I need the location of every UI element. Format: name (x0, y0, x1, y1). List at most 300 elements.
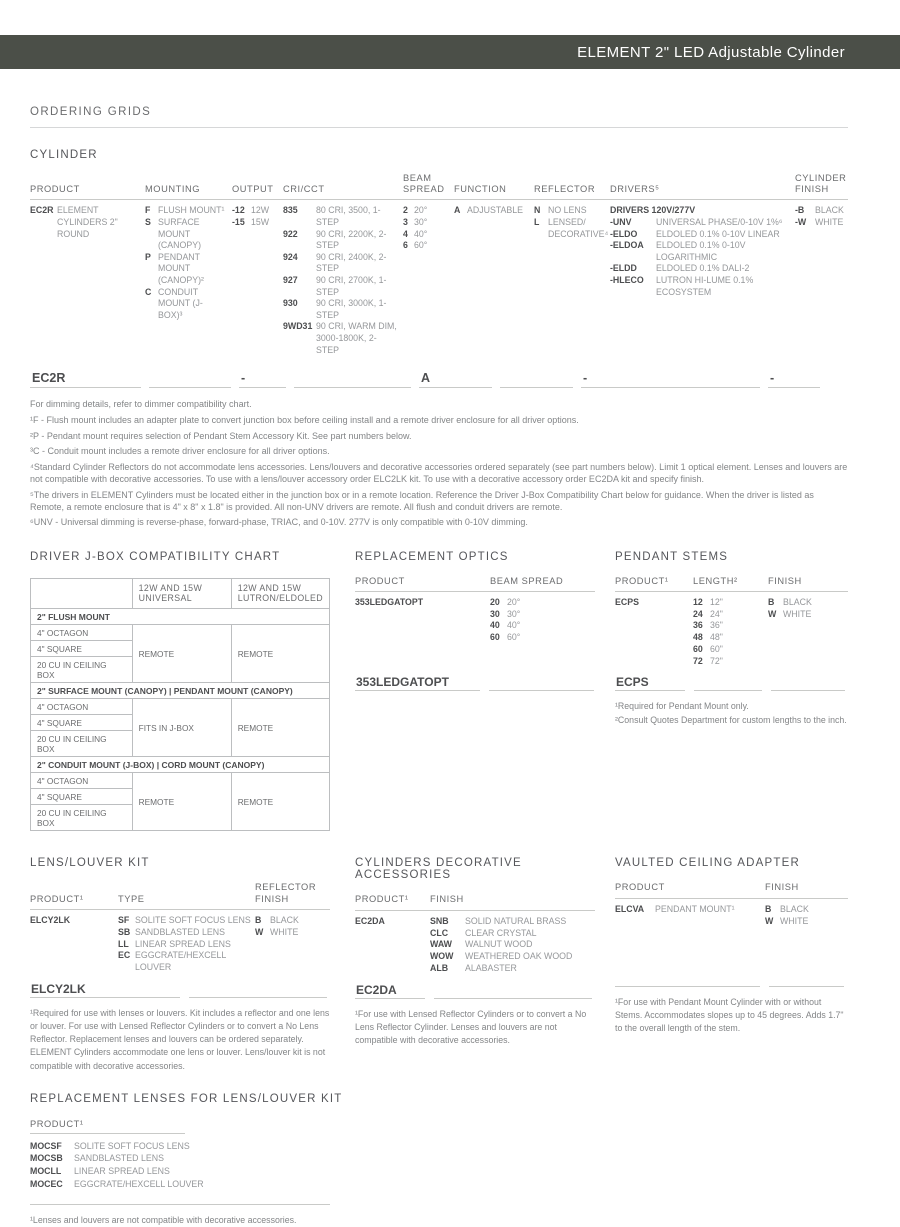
option-label: UNIVERSAL PHASE/0-10V 1%⁶ (656, 216, 783, 227)
col-header-cylinder-finish: CYLINDER FINISH (795, 173, 847, 195)
order-blank-product: EC2R (30, 371, 141, 388)
cri-option (283, 229, 398, 252)
option-code: 24 (693, 608, 703, 619)
col-header-product: PRODUCT¹ (30, 1119, 185, 1134)
col-header-product: PRODUCT (355, 575, 405, 586)
jbox-row-label: 4" SQUARE (31, 789, 133, 805)
stems-footnotes (615, 700, 848, 727)
option-label: SURFACE MOUNT (CANOPY) (158, 216, 202, 251)
footnote-1: ¹F - Flush mount includes an adapter plate to convert junction box before ceiling install and a remote driver enclosure for all driver options. (30, 414, 579, 425)
jbox-value: FITS IN J-BOX (132, 699, 231, 757)
finish-option (255, 927, 326, 939)
cri-option (283, 298, 398, 321)
jbox-header-row (31, 578, 330, 609)
option-code: 72 (693, 656, 703, 667)
option-code: -HLECO (610, 274, 644, 285)
order-blank (189, 982, 327, 998)
cylinder-heading: CYLINDER (30, 149, 98, 161)
option-label: LINEAR SPREAD LENS (135, 938, 231, 949)
length-option (693, 632, 764, 644)
jbox-row-label: 20 CU IN CEILING BOX (31, 657, 133, 683)
lens-kit-order-row (30, 982, 330, 998)
option-code: EC2DA (355, 915, 385, 926)
vaulted-ceiling-adapter-section (615, 857, 848, 1072)
option-label: 90 CRI, WARM DIM, 3000-1800K, 2-STEP (316, 321, 397, 355)
driver-option (610, 240, 790, 263)
function-column (454, 205, 534, 356)
option-label: WHITE (815, 216, 844, 227)
option-code: 922 (283, 228, 298, 239)
option-code: 353LEDGATOPT (355, 596, 424, 607)
band-two (30, 551, 848, 832)
decorative-body (355, 916, 595, 977)
option-code: ECPS (615, 596, 639, 607)
col-header-drivers: DRIVERS⁵ (610, 184, 660, 195)
product-column (30, 205, 145, 356)
option-code: S (145, 216, 151, 227)
option-label: ADJUSTABLE (467, 205, 524, 216)
option-code: N (534, 205, 541, 216)
option-code: -UNV (610, 216, 632, 227)
order-code: ELCY2LK (30, 982, 180, 998)
jbox-empty-header (31, 578, 133, 609)
finish-option (255, 915, 326, 927)
optics-body (355, 597, 595, 669)
jbox-value: REMOTE (231, 625, 329, 683)
replacement-optics-section (355, 551, 595, 832)
option-label: ELDOLED 0.1% 0-10V LINEAR (656, 228, 780, 239)
finish-option (795, 217, 843, 229)
jbox-row-label: 4" SQUARE (31, 715, 133, 731)
option-code: 36 (693, 620, 703, 631)
stems-body (615, 597, 848, 669)
jbox-row-label: 4" SQUARE (31, 641, 133, 657)
option-label: 15W (251, 216, 270, 227)
option-code: 927 (283, 274, 298, 285)
cri-cct-column (283, 205, 403, 356)
option-code: 3 (403, 216, 408, 227)
option-code: 12 (693, 596, 703, 607)
beam-spread-column (490, 597, 590, 669)
stems-order-row (615, 675, 848, 691)
option-label: 60" (710, 644, 723, 655)
option-label: 12" (710, 596, 723, 607)
cylinder-finish-column (795, 205, 848, 356)
option-code: SB (118, 926, 131, 937)
option-code: 20 (490, 596, 500, 607)
option-label: WHITE (783, 608, 812, 619)
finish-option (765, 904, 844, 916)
option-code: 60 (693, 644, 703, 655)
pendant-stems-section (615, 551, 848, 832)
mounting-column (145, 205, 232, 356)
ordering-grids-heading: ORDERING GRIDS (30, 106, 848, 128)
option-code: 835 (283, 205, 298, 216)
beam-spread-column (403, 205, 454, 356)
page-header-bar (0, 35, 900, 69)
jbox-col-universal: 12W AND 15W UNIVERSAL (132, 578, 231, 609)
output-option (232, 205, 278, 217)
option-code: LL (118, 938, 129, 949)
finish-option (765, 916, 844, 928)
type-option (118, 950, 251, 974)
vaulted-footnote: ¹For use with Pendant Mount Cylinder with or without Stems. Accommodates slopes up to 45 degrees. Adds 1.7" to the overall length of the stem. (615, 996, 844, 1033)
type-option (118, 915, 251, 927)
option-label: ELDOLED 0.1% 0-10V LOGARITHMIC (656, 240, 746, 262)
beam-option (403, 205, 449, 217)
order-blank-drivers: - (581, 371, 760, 388)
footnote-2: ²Consult Quotes Department for custom lengths to the inch. (615, 714, 847, 725)
page-title: ELEMENT 2" LED Adjustable Cylinder (577, 43, 845, 61)
option-label: EGGCRATE/HEXCELL LOUVER (135, 950, 226, 973)
option-label: EGGCRATE/HEXCELL LOUVER (74, 1178, 204, 1189)
finish-option (795, 205, 843, 217)
option-label: LUTRON HI-LUME 0.1% ECOSYSTEM (656, 274, 754, 297)
jbox-table (30, 578, 330, 832)
finish-column (255, 915, 330, 976)
mounting-option (145, 287, 227, 322)
lens-option (30, 1165, 848, 1178)
option-label: BLACK (780, 903, 809, 914)
option-label: 36" (710, 620, 723, 631)
length-option (693, 609, 764, 621)
option-label: BLACK (270, 914, 299, 925)
option-code: W (768, 608, 777, 619)
finish-option (430, 939, 591, 951)
order-blank-mounting (149, 371, 231, 388)
product-option (30, 205, 140, 240)
option-code: A (454, 205, 461, 216)
option-code: B (765, 903, 772, 914)
option-code: -B (795, 205, 805, 216)
output-column (232, 205, 283, 356)
option-label: 12W (251, 205, 270, 216)
col-header-finish: FINISH (765, 882, 799, 893)
order-blank-finish: - (768, 371, 820, 388)
decorative-accessories-heading: CYLINDERS DECORATIVE ACCESSORIES (355, 857, 522, 882)
option-label: BLACK (815, 205, 844, 216)
option-label: 24" (710, 608, 723, 619)
option-code: EC (118, 950, 131, 961)
option-code: MOCEC (30, 1178, 63, 1189)
option-code: MOCLL (30, 1166, 62, 1177)
table-row (31, 699, 330, 715)
finish-option (430, 916, 591, 928)
jbox-section-header: 2" SURFACE MOUNT (CANOPY) | PENDANT MOUNT (CANOPY) (31, 683, 330, 699)
driver-option (610, 229, 790, 241)
lens-kit-body (30, 915, 330, 976)
option-code: 930 (283, 298, 298, 309)
order-code: ECPS (615, 675, 685, 691)
option-label: 90 CRI, 2200K, 2-STEP (316, 228, 387, 251)
reflector-option (534, 205, 605, 217)
order-blank-reflector (500, 371, 573, 388)
reflector-option (534, 216, 609, 240)
cylinder-grid-header-row (30, 173, 848, 200)
table-row (31, 625, 330, 641)
beam-option (403, 217, 449, 229)
jbox-section-header: 2" FLUSH MOUNT (31, 609, 330, 625)
col-header-cri-cct: CRI/CCT (283, 184, 325, 195)
option-label: FLUSH MOUNT¹ (158, 205, 225, 216)
jbox-row-label: 4" OCTAGON (31, 625, 133, 641)
length-option (693, 597, 764, 609)
order-blank (771, 675, 845, 691)
order-blank (694, 675, 762, 691)
option-code: C (145, 286, 152, 297)
col-header-output: OUTPUT (232, 184, 274, 195)
option-label: WALNUT WOOD (465, 939, 533, 950)
option-label: 40° (507, 620, 521, 631)
col-header-beam-spread: BEAM SPREAD (490, 575, 564, 586)
mounting-option (145, 205, 227, 217)
replacement-lenses-footnote: ¹Lenses and louvers are not compatible with decorative accessories. (30, 1214, 297, 1225)
cylinder-footnotes (30, 414, 848, 529)
option-code: -15 (232, 216, 245, 227)
decorative-footnote: ¹For use with Lensed Reflector Cylinders or to convert a No Lens Reflector Cylinder. Lenses and louvers are not compatible with decorative accessories. (355, 1008, 587, 1045)
col-header-product: PRODUCT (615, 882, 665, 893)
option-label: 20° (507, 596, 521, 607)
option-label: LENSED/ DECORATIVE⁴ (548, 216, 609, 239)
length-option (693, 656, 764, 668)
beam-option (490, 632, 586, 644)
option-label: SOLID NATURAL BRASS (465, 915, 567, 926)
option-code: 4 (403, 228, 408, 239)
jbox-section-row (31, 683, 330, 699)
option-label: 60° (414, 240, 428, 251)
option-code: L (534, 216, 540, 227)
driver-option (610, 217, 790, 229)
finish-option (430, 928, 591, 940)
drivers-subheader: DRIVERS 120V/277V (610, 205, 696, 216)
dimming-note: For dimming details, refer to dimmer compatibility chart. (30, 399, 252, 410)
option-label: 20° (414, 205, 428, 216)
option-code: ALB (430, 963, 449, 974)
option-code: B (255, 914, 262, 925)
col-header-product: PRODUCT¹ (615, 575, 669, 586)
option-code: CLC (430, 927, 449, 938)
driver-option (610, 263, 790, 275)
replacement-lenses-heading: REPLACEMENT LENSES FOR LENS/LOUVER KIT (30, 1092, 343, 1105)
footnote-3: ³C - Conduit mount includes a remote driver enclosure for all driver options. (30, 446, 330, 457)
option-code: 48 (693, 632, 703, 643)
lens-option (30, 1178, 848, 1191)
finish-column (430, 916, 595, 977)
option-code: WAW (430, 939, 452, 950)
option-label: 40° (414, 228, 428, 239)
option-code: W (255, 926, 264, 937)
jbox-value: REMOTE (231, 773, 329, 831)
cri-option (283, 205, 398, 228)
option-label: WEATHERED OAK WOOD (465, 951, 573, 962)
option-code: -ELDO (610, 228, 638, 239)
optics-order-row (355, 675, 595, 691)
driver-option (610, 275, 790, 298)
replacement-lenses-section (30, 1093, 848, 1227)
option-code: MOCSF (30, 1140, 62, 1151)
jbox-row-label: 4" OCTAGON (31, 773, 133, 789)
option-label: SOLITE SOFT FOCUS LENS (74, 1140, 190, 1151)
option-code: ELCY2LK (30, 914, 71, 925)
footnote-6: ⁶UNV - Universal dimming is reverse-phase, forward-phase, TRIAC, and 0-10V. 277V is only compatible with 0-10V dimming. (30, 517, 528, 528)
option-label: SOLITE SOFT FOCUS LENS (135, 914, 251, 925)
product-column (615, 597, 693, 669)
finish-column (765, 904, 848, 965)
jbox-row-label: 4" OCTAGON (31, 699, 133, 715)
order-code: 353LEDGATOPT (355, 675, 480, 691)
beam-option (490, 609, 586, 621)
col-header-type: TYPE (118, 893, 145, 904)
product-column (615, 904, 765, 965)
option-label: LINEAR SPREAD LENS (74, 1166, 170, 1177)
option-label: PENDANT MOUNT¹ (655, 903, 735, 914)
jbox-row-label: 20 CU IN CEILING BOX (31, 805, 133, 831)
mounting-option (145, 252, 227, 287)
option-label: WHITE (780, 915, 809, 926)
option-code: 40 (490, 620, 500, 631)
decorative-accessories-section (355, 857, 595, 1072)
length-option (693, 620, 764, 632)
col-header-function: FUNCTION (454, 184, 507, 195)
jbox-section-row (31, 609, 330, 625)
option-label: CONDUIT MOUNT (J-BOX)³ (158, 286, 203, 320)
table-row (31, 773, 330, 789)
footnote-1: ¹Required for Pendant Mount only. (615, 700, 749, 711)
option-code: -ELDOA (610, 240, 644, 251)
pendant-stems-heading: PENDANT STEMS (615, 550, 729, 563)
option-code: SNB (430, 915, 449, 926)
option-code: 6 (403, 240, 408, 251)
product-option (615, 904, 761, 916)
jbox-heading: DRIVER J-BOX COMPATIBILITY CHART (30, 550, 281, 563)
option-label: SANDBLASTED LENS (135, 926, 225, 937)
option-label: 30° (414, 216, 428, 227)
type-option (118, 927, 251, 939)
jbox-value: REMOTE (132, 625, 231, 683)
decorative-header-row (355, 894, 595, 910)
option-code: 924 (283, 251, 298, 262)
product-column (30, 915, 118, 976)
type-column (118, 915, 255, 976)
jbox-section-row (31, 757, 330, 773)
option-code: -ELDD (610, 263, 637, 274)
cri-option (283, 275, 398, 298)
lens-kit-footnote: ¹Required for use with lenses or louvers. Kit includes a reflector and one lens or louver. For use with Lensed Reflector Cylinders or to convert a No Lens Reflector. Replacement lenses and louvers can be ordered separately. ELEMENT Cylinders accommodate one lens or louver. Lens/louver kit is not compatible with decorative accessories. (30, 1007, 330, 1071)
lens-option (30, 1152, 848, 1165)
divider (30, 1204, 330, 1205)
option-label: 60° (507, 632, 521, 643)
option-label: 90 CRI, 2400K, 2-STEP (316, 251, 387, 274)
option-code: -12 (232, 205, 245, 216)
finish-option (430, 951, 591, 963)
col-header-product: PRODUCT¹ (30, 893, 84, 904)
band-three (30, 857, 848, 1072)
jbox-section (30, 551, 330, 832)
stems-header-row (615, 576, 848, 592)
option-code: WOW (430, 951, 454, 962)
jbox-col-lutron: 12W AND 15W LUTRON/ELDOLED (231, 578, 329, 609)
optics-header-row (355, 576, 595, 592)
jbox-row-label: 20 CU IN CEILING BOX (31, 731, 133, 757)
jbox-value: REMOTE (132, 773, 231, 831)
mounting-option (145, 217, 227, 252)
finish-option (768, 597, 844, 609)
lens-option (30, 1140, 848, 1153)
product-column (355, 916, 430, 977)
order-blank (615, 971, 760, 987)
option-label: WHITE (270, 926, 299, 937)
col-header-mounting: MOUNTING (145, 184, 201, 195)
col-header-product: PRODUCT¹ (355, 894, 409, 905)
option-code: SF (118, 914, 130, 925)
order-code: EC2DA (355, 983, 425, 999)
order-blank-function: A (419, 371, 492, 388)
reflector-column (534, 205, 610, 356)
vaulted-body (615, 904, 848, 965)
option-label: SANDBLASTED LENS (74, 1153, 164, 1164)
option-code: -W (795, 216, 807, 227)
option-label: 90 CRI, 2700K, 1-STEP (316, 274, 387, 297)
option-label: 72" (710, 656, 723, 667)
option-label: 90 CRI, 3000K, 1-STEP (316, 298, 387, 320)
option-label: ALABASTER (465, 963, 517, 974)
option-code: ELCVA (615, 903, 645, 914)
jbox-section-header: 2" CONDUIT MOUNT (J-BOX) | CORD MOUNT (CANOPY) (31, 757, 330, 773)
beam-option (403, 240, 449, 252)
option-label: PENDANT MOUNT (CANOPY)² (158, 251, 204, 285)
option-code: 2 (403, 205, 408, 216)
option-code: 30 (490, 608, 500, 619)
length-column (693, 597, 768, 669)
order-blank-output: - (239, 371, 286, 388)
content-area (30, 106, 848, 1227)
jbox-value: REMOTE (231, 699, 329, 757)
option-label: ELDOLED 0.1% DALI-2 (656, 263, 750, 274)
order-blank-cri (294, 371, 411, 388)
option-code: 9WD31 (283, 321, 313, 332)
beam-option (490, 597, 586, 609)
cylinder-order-row (30, 371, 848, 388)
cri-option (283, 252, 398, 275)
col-header-product: PRODUCT (30, 184, 80, 195)
lens-louver-kit-section (30, 857, 330, 1072)
option-code: MOCSB (30, 1153, 63, 1164)
option-code: W (765, 915, 774, 926)
product-column (355, 597, 490, 669)
option-label: NO LENS (548, 205, 587, 216)
col-header-finish: FINISH (768, 575, 802, 586)
col-header-beam-spread: BEAM SPREAD (403, 173, 445, 195)
option-code: B (768, 596, 775, 607)
output-option (232, 217, 278, 229)
lens-kit-header-row (30, 882, 330, 909)
drivers-column (610, 205, 795, 356)
option-code: F (145, 205, 151, 216)
option-code: 60 (490, 632, 500, 643)
option-code: P (145, 251, 151, 262)
option-label: 30° (507, 608, 521, 619)
vaulted-ceiling-adapter-heading: VAULTED CEILING ADAPTER (615, 857, 801, 870)
option-label: BLACK (783, 596, 812, 607)
order-blank (769, 971, 844, 987)
order-blank (434, 983, 592, 999)
beam-option (403, 229, 449, 241)
finish-column (768, 597, 848, 669)
replacement-lenses-body (30, 1140, 848, 1191)
footnote-2: ²P - Pendant mount requires selection of Pendant Stem Accessory Kit. See part numbers below. (30, 430, 412, 441)
option-code: EC2R (30, 205, 54, 216)
option-label: CLEAR CRYSTAL (465, 927, 537, 938)
